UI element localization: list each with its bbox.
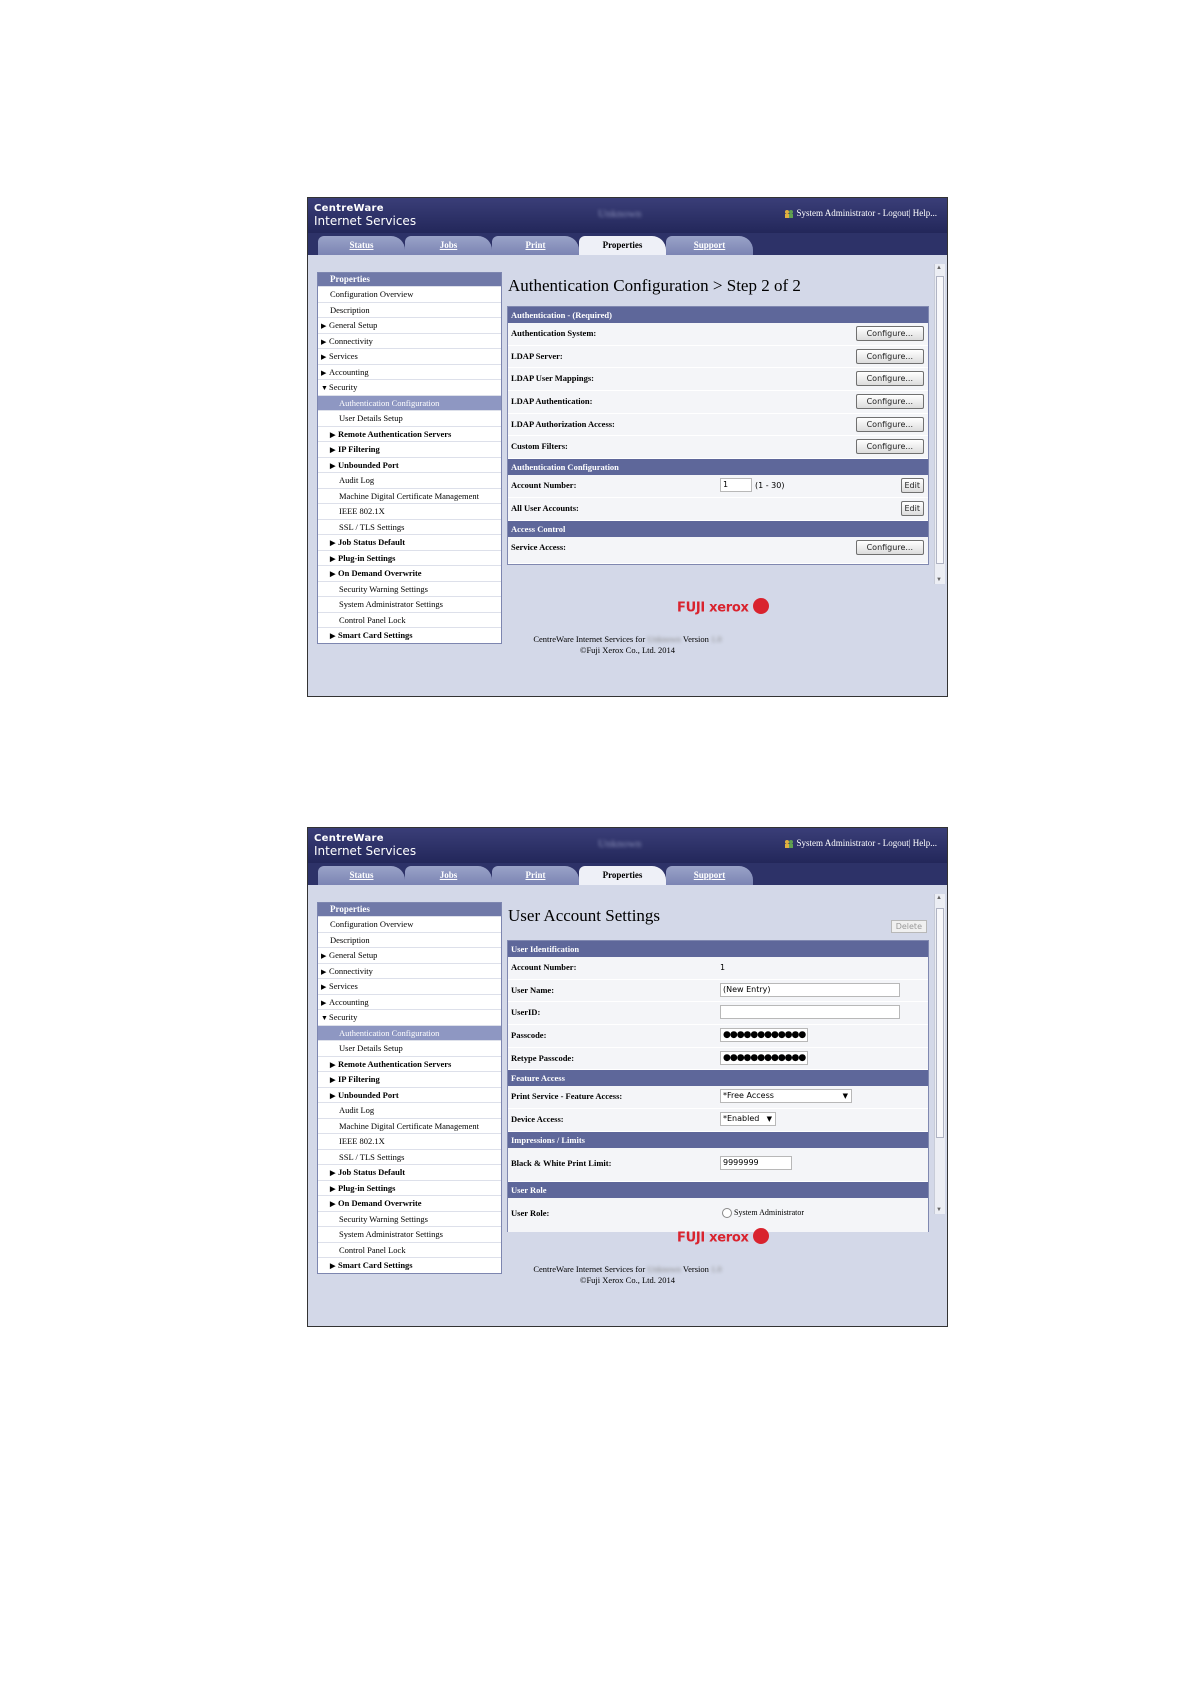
expand-arrow-icon: ▶ xyxy=(321,998,327,1007)
sidebar-item-plugin-settings[interactable]: Plug-in Settings xyxy=(338,1182,396,1193)
section-header-authentication-required: Authentication - (Required) xyxy=(508,307,928,323)
user-id-label: UserID: xyxy=(511,1007,541,1018)
footer-copyright-text: ©Fuji Xerox Co., Ltd. 2014 xyxy=(580,1275,675,1285)
print-feature-access-label: Print Service - Feature Access: xyxy=(511,1091,623,1102)
sidebar-item-ssl-tls-settings[interactable]: SSL / TLS Settings xyxy=(318,1149,501,1165)
footer-version: 1.0 xyxy=(711,634,722,644)
properties-sidebar xyxy=(317,902,502,1274)
sidebar-item-security[interactable]: Security xyxy=(329,382,358,392)
row-label: Custom Filters: xyxy=(511,441,568,452)
expand-arrow-icon: ▶ xyxy=(330,554,336,563)
sidebar-item-ip-filtering[interactable]: IP Filtering xyxy=(338,444,380,454)
expand-arrow-icon: ▶ xyxy=(321,952,327,960)
section-header-user-role: User Role xyxy=(508,1182,928,1198)
collapse-arrow-icon: ▼ xyxy=(321,1014,328,1022)
row-passcode xyxy=(508,1025,928,1048)
account-number-range: (1 - 30) xyxy=(755,481,785,491)
tab-jobs[interactable]: Jobs xyxy=(405,236,492,255)
page-title: Authentication Configuration > Step 2 of 2 xyxy=(508,276,801,295)
sidebar-item-user-details-setup[interactable]: User Details Setup xyxy=(318,410,501,426)
footer-copyright-text: ©Fuji Xerox Co., Ltd. 2014 xyxy=(580,645,675,655)
vertical-scrollbar[interactable] xyxy=(934,894,945,1214)
row-custom-filters xyxy=(508,436,928,459)
section-header-user-identification: User Identification xyxy=(508,941,928,957)
sidebar-item-remote-authentication-servers[interactable]: Remote Authentication Servers xyxy=(338,1058,452,1069)
sidebar-item-security-warning-settings[interactable]: Security Warning Settings xyxy=(318,1211,501,1227)
scroll-up-icon[interactable]: ▲ xyxy=(936,265,942,271)
screenshot-user-account-settings xyxy=(307,827,948,1327)
chevron-down-icon: ▼ xyxy=(842,1092,848,1101)
account-number-value: 1 xyxy=(720,963,726,972)
sidebar-item-machine-digital-certificate[interactable]: Machine Digital Certificate Management xyxy=(318,488,501,504)
row-label: Authentication System: xyxy=(511,328,597,338)
tab-status[interactable]: Status xyxy=(318,866,405,885)
sidebar-item-accounting[interactable]: Accounting xyxy=(329,996,369,1007)
sidebar-item-description[interactable]: Description xyxy=(318,302,501,318)
logo-text: FUJI xerox xyxy=(677,1230,749,1246)
vertical-scrollbar[interactable] xyxy=(934,264,945,584)
sidebar-item-audit-log[interactable]: Audit Log xyxy=(318,1102,501,1118)
sidebar-item-machine-digital-certificate[interactable]: Machine Digital Certificate Management xyxy=(318,1118,501,1134)
all-user-accounts-label: All User Accounts: xyxy=(511,502,579,513)
expand-arrow-icon: ▶ xyxy=(321,337,327,346)
brand-logo xyxy=(314,203,416,227)
sidebar-item-audit-log[interactable]: Audit Log xyxy=(318,472,501,488)
settings-panel xyxy=(507,306,929,565)
scrollbar-thumb[interactable] xyxy=(936,908,944,1138)
sidebar-item-connectivity[interactable]: Connectivity xyxy=(329,335,373,346)
bw-print-limit-label: Black & White Print Limit: xyxy=(511,1157,612,1168)
screenshot-authentication-configuration xyxy=(307,197,948,697)
expand-arrow-icon: ▶ xyxy=(321,967,327,976)
sidebar-item-smart-card-settings[interactable]: Smart Card Settings xyxy=(338,1260,413,1270)
row-all-user-accounts xyxy=(508,498,928,521)
row-label: LDAP Authorization Access: xyxy=(511,418,615,429)
user-role-option[interactable] xyxy=(722,1208,804,1218)
scroll-down-icon[interactable]: ▼ xyxy=(936,1207,942,1213)
sidebar-item-services[interactable]: Services xyxy=(329,351,358,361)
section-header-authentication-configuration: Authentication Configuration xyxy=(508,459,928,475)
tab-support[interactable]: Support xyxy=(666,236,753,255)
sidebar-item-configuration-overview[interactable]: Configuration Overview xyxy=(318,916,501,932)
expand-arrow-icon: ▶ xyxy=(321,983,327,991)
retype-passcode-input[interactable]: ●●●●●●●●●●●● xyxy=(720,1051,808,1065)
configure-ldap-authentication-button[interactable]: Configure... xyxy=(856,394,924,409)
tab-print[interactable]: Print xyxy=(492,236,579,255)
footer-version-label: Version xyxy=(682,634,709,644)
brand-line2: Internet Services xyxy=(314,844,417,858)
row-bw-print-limit xyxy=(508,1148,928,1182)
expand-arrow-icon: ▶ xyxy=(330,539,336,547)
brand-line1: CentreWare xyxy=(314,203,384,214)
sidebar-item-ip-filtering[interactable]: IP Filtering xyxy=(338,1074,380,1084)
brand-logo xyxy=(314,833,416,857)
sidebar-item-on-demand-overwrite[interactable]: On Demand Overwrite xyxy=(338,568,422,578)
sidebar-item-job-status-default[interactable]: Job Status Default xyxy=(338,537,406,547)
content-area xyxy=(308,885,947,1327)
user-icon xyxy=(784,839,794,848)
row-authentication-system xyxy=(508,323,928,346)
tab-jobs[interactable]: Jobs xyxy=(405,866,492,885)
sidebar-item-on-demand-overwrite[interactable]: On Demand Overwrite xyxy=(338,1198,422,1208)
sidebar-item-plugin-settings[interactable]: Plug-in Settings xyxy=(338,552,396,563)
section-header-access-control: Access Control xyxy=(508,521,928,537)
passcode-input[interactable]: ●●●●●●●●●●●● xyxy=(720,1028,808,1042)
sidebar-item-authentication-configuration[interactable]: Authentication Configuration xyxy=(318,395,501,411)
expand-arrow-icon: ▶ xyxy=(330,1262,336,1270)
select-value: *Free Access xyxy=(723,1091,774,1101)
expand-arrow-icon: ▶ xyxy=(330,446,336,454)
delete-button[interactable]: Delete xyxy=(891,920,927,933)
row-label: LDAP Server: xyxy=(511,350,563,361)
section-header-feature-access: Feature Access xyxy=(508,1070,928,1086)
row-account-number xyxy=(508,957,928,980)
configure-authentication-system-button[interactable]: Configure... xyxy=(856,326,924,341)
sidebar-item-ieee-8021x[interactable]: IEEE 802.1X xyxy=(318,1133,501,1149)
user-bar-text[interactable]: System Administrator - Logout| Help... xyxy=(796,208,937,218)
row-label: LDAP Authentication: xyxy=(511,396,593,407)
sidebar-item-ssl-tls-settings[interactable]: SSL / TLS Settings xyxy=(318,519,501,535)
xerox-ball-icon xyxy=(753,1228,769,1244)
sidebar-item-ieee-8021x[interactable]: IEEE 802.1X xyxy=(318,503,501,519)
page-title: User Account Settings xyxy=(508,906,661,925)
scrollbar-thumb[interactable] xyxy=(936,276,944,564)
sidebar-item-configuration-overview[interactable]: Configuration Overview xyxy=(318,286,501,302)
footer-copyright xyxy=(308,634,947,656)
tab-bar xyxy=(308,233,947,255)
expand-arrow-icon: ▶ xyxy=(330,1091,336,1100)
sidebar-item-system-administrator-settings[interactable]: System Administrator Settings xyxy=(318,1226,501,1242)
tab-support[interactable]: Support xyxy=(666,866,753,885)
user-id-input[interactable] xyxy=(720,1005,900,1019)
radio-button[interactable] xyxy=(722,1208,732,1218)
account-number-label: Account Number: xyxy=(511,480,577,491)
sidebar-item-control-panel-lock[interactable]: Control Panel Lock xyxy=(318,612,501,628)
sidebar-item-unbounded-port[interactable]: Unbounded Port xyxy=(338,459,399,470)
sidebar-item-authentication-configuration[interactable]: Authentication Configuration xyxy=(318,1025,501,1041)
expand-arrow-icon: ▶ xyxy=(330,570,336,578)
model-name: Unknown xyxy=(598,838,642,850)
sidebar-item-security[interactable]: Security xyxy=(329,1012,358,1022)
user-bar[interactable] xyxy=(784,838,937,848)
configure-ldap-user-mappings-button[interactable]: Configure... xyxy=(856,371,924,386)
print-feature-access-select[interactable] xyxy=(720,1089,852,1103)
row-print-feature-access xyxy=(508,1086,928,1109)
sidebar-item-remote-authentication-servers[interactable]: Remote Authentication Servers xyxy=(338,428,452,439)
model-name: Unknown xyxy=(598,208,642,220)
sidebar-item-system-administrator-settings[interactable]: System Administrator Settings xyxy=(318,596,501,612)
sidebar-item-connectivity[interactable]: Connectivity xyxy=(329,965,373,976)
configure-service-access-button[interactable]: Configure... xyxy=(856,540,924,555)
sidebar-item-services[interactable]: Services xyxy=(329,981,358,991)
footer-version-label: Version xyxy=(682,1264,709,1274)
row-label: LDAP User Mappings: xyxy=(511,373,594,384)
account-number-label: Account Number: xyxy=(511,962,577,972)
footer-text: CentreWare Internet Services for xyxy=(533,634,646,644)
user-bar-text[interactable]: System Administrator - Logout| Help... xyxy=(796,838,937,848)
expand-arrow-icon: ▶ xyxy=(330,430,336,439)
expand-arrow-icon: ▶ xyxy=(321,353,327,361)
content-area xyxy=(308,255,947,697)
user-name-label: User Name: xyxy=(511,984,555,995)
main-panel xyxy=(507,902,929,1232)
configure-ldap-server-button[interactable]: Configure... xyxy=(856,349,924,364)
select-value: *Enabled xyxy=(723,1114,760,1124)
scroll-up-icon[interactable]: ▲ xyxy=(936,895,942,901)
edit-account-number-button[interactable]: Edit xyxy=(901,478,925,493)
row-account-number xyxy=(508,475,928,498)
configure-custom-filters-button[interactable]: Configure... xyxy=(856,439,924,454)
sidebar-item-smart-card-settings[interactable]: Smart Card Settings xyxy=(338,630,413,640)
row-user-role xyxy=(508,1198,928,1232)
row-retype-passcode xyxy=(508,1048,928,1071)
header-bar xyxy=(308,828,947,863)
row-user-name xyxy=(508,980,928,1003)
tab-properties[interactable]: Properties xyxy=(579,236,666,255)
passcode-label: Passcode: xyxy=(511,1030,547,1041)
sidebar-header: Properties xyxy=(318,903,501,916)
scroll-down-icon[interactable]: ▼ xyxy=(936,577,942,583)
sidebar-item-accounting[interactable]: Accounting xyxy=(329,366,369,377)
sidebar-item-description[interactable]: Description xyxy=(318,932,501,948)
tab-print[interactable]: Print xyxy=(492,866,579,885)
xerox-ball-icon xyxy=(753,598,769,614)
sidebar-item-user-details-setup[interactable]: User Details Setup xyxy=(318,1040,501,1056)
expand-arrow-icon: ▶ xyxy=(321,322,327,330)
expand-arrow-icon: ▶ xyxy=(330,1060,336,1069)
main-panel xyxy=(507,272,929,565)
sidebar-item-security-warning-settings[interactable]: Security Warning Settings xyxy=(318,581,501,597)
collapse-arrow-icon: ▼ xyxy=(321,384,328,392)
expand-arrow-icon: ▶ xyxy=(330,1076,336,1084)
edit-all-user-accounts-button[interactable]: Edit xyxy=(901,501,925,516)
user-role-option-label: System Administrator xyxy=(734,1207,804,1217)
fuji-xerox-logo xyxy=(677,600,769,616)
chevron-down-icon: ▼ xyxy=(766,1115,772,1124)
footer-model: Unknown xyxy=(647,634,681,644)
row-ldap-server xyxy=(508,346,928,369)
fuji-xerox-logo xyxy=(677,1230,769,1246)
expand-arrow-icon: ▶ xyxy=(330,1200,336,1208)
section-header-impressions-limits: Impressions / Limits xyxy=(508,1132,928,1148)
settings-panel xyxy=(507,940,929,1232)
footer-model: Unknown xyxy=(647,1264,681,1274)
user-icon xyxy=(784,209,794,218)
logo-text: FUJI xerox xyxy=(677,600,749,616)
row-device-access xyxy=(508,1109,928,1132)
brand-line2: Internet Services xyxy=(314,214,417,228)
properties-sidebar xyxy=(317,272,502,644)
header-bar xyxy=(308,198,947,233)
row-ldap-authentication xyxy=(508,391,928,414)
retype-passcode-label: Retype Passcode: xyxy=(511,1052,575,1063)
account-number-input[interactable]: 1 xyxy=(720,478,752,492)
footer-copyright xyxy=(308,1264,947,1286)
sidebar-item-unbounded-port[interactable]: Unbounded Port xyxy=(338,1089,399,1100)
sidebar-header: Properties xyxy=(318,273,501,286)
row-service-access xyxy=(508,537,928,564)
tab-status[interactable]: Status xyxy=(318,236,405,255)
row-user-id xyxy=(508,1002,928,1025)
device-access-label: Device Access: xyxy=(511,1114,564,1125)
tab-bar xyxy=(308,863,947,885)
footer-text: CentreWare Internet Services for xyxy=(533,1264,646,1274)
expand-arrow-icon: ▶ xyxy=(330,632,336,640)
expand-arrow-icon: ▶ xyxy=(330,1169,336,1177)
sidebar-item-job-status-default[interactable]: Job Status Default xyxy=(338,1167,406,1177)
service-access-label: Service Access: xyxy=(511,541,566,552)
expand-arrow-icon: ▶ xyxy=(321,368,327,377)
sidebar-item-general-setup[interactable]: General Setup xyxy=(329,950,378,960)
tab-properties[interactable]: Properties xyxy=(579,866,666,885)
sidebar-item-general-setup[interactable]: General Setup xyxy=(329,320,378,330)
expand-arrow-icon: ▶ xyxy=(330,1184,336,1193)
configure-ldap-authorization-access-button[interactable]: Configure... xyxy=(856,417,924,432)
sidebar-item-control-panel-lock[interactable]: Control Panel Lock xyxy=(318,1242,501,1258)
expand-arrow-icon: ▶ xyxy=(330,461,336,470)
row-ldap-authorization-access xyxy=(508,414,928,437)
user-bar[interactable] xyxy=(784,208,937,218)
row-ldap-user-mappings xyxy=(508,368,928,391)
brand-line1: CentreWare xyxy=(314,833,384,844)
user-role-label: User Role: xyxy=(511,1207,550,1218)
device-access-select[interactable] xyxy=(720,1112,776,1126)
bw-print-limit-input[interactable]: 9999999 xyxy=(720,1156,792,1170)
user-name-input[interactable]: (New Entry) xyxy=(720,983,900,997)
footer-version: 1.0 xyxy=(711,1264,722,1274)
